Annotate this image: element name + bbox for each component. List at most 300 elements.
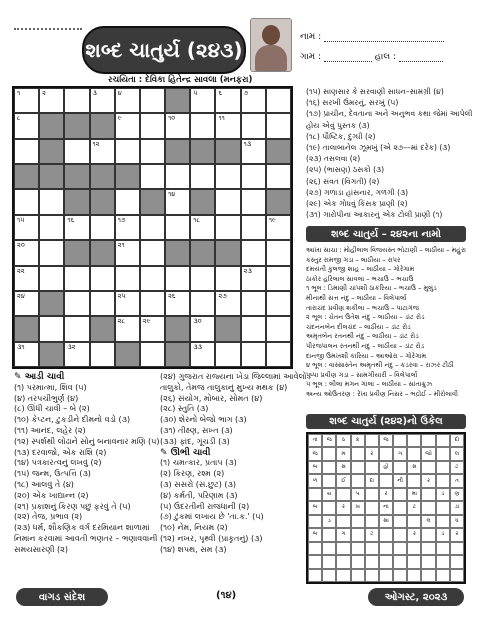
solution-cell	[365, 434, 379, 447]
grid-cell[interactable]	[64, 342, 89, 367]
grid-cell[interactable]	[115, 88, 140, 113]
clue-item: (૪) કર્મતી, પરિણામ (૩)	[160, 490, 238, 500]
solution-cell	[421, 461, 435, 474]
solution-cell	[379, 528, 393, 541]
solution-cell	[393, 528, 407, 541]
solution-cell	[322, 501, 336, 514]
grid-cell[interactable]	[140, 240, 165, 265]
grid-cell[interactable]	[215, 164, 240, 189]
grid-cell[interactable]	[90, 88, 115, 113]
cell-number: ૧૩	[243, 139, 252, 148]
grid-cell[interactable]	[39, 316, 64, 341]
solution-cell	[308, 542, 322, 555]
solution-cell: ળ	[308, 474, 322, 487]
solution-cell	[365, 569, 379, 582]
solution-cell	[351, 515, 365, 528]
grid-cell[interactable]	[90, 215, 115, 240]
grid-cell[interactable]	[140, 164, 165, 189]
solution-cell: ર	[379, 488, 393, 501]
solution-cell	[421, 434, 435, 447]
grid-cell[interactable]	[266, 164, 291, 189]
present-label: હાલ :	[374, 52, 397, 62]
solution-cell: ડા	[450, 501, 464, 514]
grid-cell[interactable]	[241, 189, 266, 214]
header-rule-left	[14, 28, 82, 30]
grid-cell[interactable]	[215, 342, 240, 367]
grid-cell[interactable]	[241, 113, 266, 138]
cell-number: ૨૭	[218, 291, 227, 300]
black-cell	[215, 316, 240, 341]
grid-cell[interactable]	[64, 139, 89, 164]
solution-cell: ત	[450, 474, 464, 487]
grid-cell[interactable]	[14, 240, 39, 265]
clue-item: (૧૨) સ્પર્શથી લોઢાને સોનું બનાવનાર મણિ (૫)	[14, 436, 160, 446]
grid-cell[interactable]	[14, 215, 39, 240]
cell-number: ૩૩	[193, 342, 202, 351]
solution-cell	[436, 447, 450, 460]
clue-item: (૧૦) નેમ, નિયમ (૨)	[160, 523, 228, 533]
solution-cell: ડ	[322, 515, 336, 528]
solution-grid	[306, 432, 466, 584]
solution-cell	[322, 474, 336, 487]
clue-item: (૧૮) આલવું તે (૪)	[14, 479, 74, 489]
grid-cell[interactable]	[14, 88, 39, 113]
cell-number: ૫	[193, 89, 198, 97]
solution-cell	[393, 542, 407, 555]
cell-number: ૨૨	[17, 266, 25, 275]
solution-cell	[379, 569, 393, 582]
solution-cell: ર	[336, 501, 350, 514]
solution-cell	[393, 488, 407, 501]
solution-cell	[322, 528, 336, 541]
grid-cell[interactable]	[64, 266, 89, 291]
grid-cell[interactable]	[90, 139, 115, 164]
clue-item: (૨૨) તેજ, પ્રભાવ (૨)	[14, 512, 83, 522]
solution-cell: લ	[421, 515, 435, 528]
grid-cell[interactable]	[64, 316, 89, 341]
grid-cell[interactable]	[190, 215, 215, 240]
clue-item: (૨૮) સ્તુતિ (૩)	[160, 404, 209, 414]
clue-item: (૨૦) એક ખાદ્યાન્ન (૨)	[14, 490, 89, 500]
solution-cell	[322, 542, 336, 555]
solution-cell	[436, 501, 450, 514]
cell-number: ૨૬	[168, 291, 176, 300]
grid-cell[interactable]	[266, 240, 291, 265]
solution-cell	[365, 488, 379, 501]
cell-number: ૨૪	[17, 291, 25, 300]
black-cell	[90, 240, 115, 265]
solution-cell	[450, 569, 464, 582]
grid-cell[interactable]	[140, 316, 165, 341]
solution-cell	[436, 569, 450, 582]
grid-cell[interactable]	[241, 164, 266, 189]
solution-cell: હો	[379, 461, 393, 474]
solution-cell	[322, 569, 336, 582]
black-cell	[215, 139, 240, 164]
grid-cell[interactable]	[115, 139, 140, 164]
grid-cell[interactable]	[165, 189, 190, 214]
cell-number: ૩૨	[67, 342, 76, 351]
solution-cell: મા	[407, 488, 421, 501]
cell-number: ૨૮	[117, 317, 126, 326]
clue-item: હોય એવું પુસ્તક (૩)	[306, 120, 370, 130]
village-field[interactable]	[300, 52, 443, 62]
crossword-grid	[12, 86, 293, 369]
winner-line: ૪ ભૂલ : વાસ્સાસ્તેન અમૃતથી નંદુ – કડરવા – રાઝર ટીઠી	[306, 361, 454, 370]
grid-cell[interactable]	[241, 316, 266, 341]
grid-cell[interactable]	[266, 215, 291, 240]
grid-cell[interactable]	[14, 266, 39, 291]
footer	[16, 588, 464, 608]
grid-cell[interactable]	[140, 215, 165, 240]
grid-cell[interactable]	[215, 291, 240, 316]
grid-cell[interactable]	[115, 316, 140, 341]
solution-cell	[436, 434, 450, 447]
grid-cell[interactable]	[140, 88, 165, 113]
grid-cell[interactable]	[115, 240, 140, 265]
winner-line: ૧ ભૂલ : ડિમાણી ચાંપશી ઠાકરિયા – ભચાઉ – મુલુંડ	[306, 284, 437, 293]
black-cell	[266, 189, 291, 214]
black-cell	[90, 164, 115, 189]
solution-cell	[393, 434, 407, 447]
cell-number: ૨૧	[117, 241, 125, 250]
grid-cell[interactable]	[39, 266, 64, 291]
grid-cell[interactable]	[190, 316, 215, 341]
grid-cell[interactable]	[90, 291, 115, 316]
cell-number: ૧૬	[67, 215, 75, 224]
grid-cell[interactable]	[165, 113, 190, 138]
grid-cell[interactable]	[215, 215, 240, 240]
cell-number: ૩૧	[17, 342, 25, 351]
solution-cell: ણ	[450, 488, 464, 501]
black-cell	[39, 113, 64, 138]
grid-cell[interactable]	[266, 316, 291, 341]
solution-cell	[393, 515, 407, 528]
solution-cell: સા	[379, 515, 393, 528]
solution-cell	[436, 555, 450, 568]
grid-cell[interactable]	[115, 291, 140, 316]
winner-line: અન્ય ઓઉતરણ : રેખા પ્રવીણ નિસર – ભદ્રોઈ – મીરોલાવી	[306, 389, 458, 398]
clue-item: (૮) ઊંધી ચાવી – બે (૨)	[14, 404, 90, 414]
clue-item: (૧૬) સરખી ઉંમરનું, સરખું (૫)	[306, 98, 399, 108]
solution-cell	[436, 542, 450, 555]
winner-line: આખા સાચા : મોહીલાલ વિજયસ્ત ભોટાણી – લાઠીયા – મહુંરા	[306, 246, 467, 254]
cell-number: ૨	[42, 89, 46, 97]
grid-cell[interactable]	[266, 266, 291, 291]
solution-cell	[407, 434, 421, 447]
grid-cell[interactable]	[215, 266, 240, 291]
grid-cell[interactable]	[90, 266, 115, 291]
cell-number: ૧	[17, 89, 21, 97]
black-cell	[266, 139, 291, 164]
clue-item: સમયસારણી (૨)	[14, 544, 69, 554]
solution-cell	[393, 555, 407, 568]
solution-cell	[308, 569, 322, 582]
clue-item: (૧૦) કેપ્ટન, ટુકડીને દીમનો વડો (૩)	[14, 415, 131, 425]
grid-cell[interactable]	[64, 88, 89, 113]
clue-item: (૨૭) ગળાડા હાંસનાર, ગળગી (૩)	[306, 187, 409, 197]
solution-cell	[407, 542, 421, 555]
down-heading: ✎ ઊભી ચાવી	[160, 447, 211, 458]
black-cell	[215, 240, 240, 265]
solution-cell: ખ	[351, 501, 365, 514]
grid-cell[interactable]	[241, 215, 266, 240]
name-field[interactable]	[300, 32, 444, 42]
grid-cell[interactable]	[215, 189, 240, 214]
grid-cell[interactable]	[266, 291, 291, 316]
cell-number: ૬	[218, 89, 223, 97]
winner-line: કસ્તુર રામજી ગડા – લાઠીયા – રાપર	[306, 255, 401, 264]
cell-number: ૧૧	[218, 114, 225, 123]
grid-cell[interactable]	[241, 139, 266, 164]
clue-item: (૧૯) તાલાબાનેલ ઝૂમખું (એ ૨૭––માં દરેક) (૩)	[306, 143, 451, 153]
clue-item: (૧૪) પત્રકારત્વનું લખવું (૨)	[14, 458, 102, 468]
cell-number: ૪	[117, 89, 122, 97]
grid-cell[interactable]	[266, 342, 291, 367]
grid-cell[interactable]	[165, 291, 190, 316]
solution-cell: ની	[393, 474, 407, 487]
grid-cell[interactable]	[115, 113, 140, 138]
grid-cell[interactable]	[14, 113, 39, 138]
clue-item: (૨૩) તસલવા (૨)	[306, 154, 361, 164]
puzzle-title: શબ્દ ચાતુર્ય (૨૪૩)	[82, 26, 246, 74]
clue-item: (૨૩) ધર્મ, શૌકણિક વર્ગ દરમિયાન શાળામાં	[14, 523, 150, 533]
grid-cell[interactable]	[140, 266, 165, 291]
grid-cell[interactable]	[115, 266, 140, 291]
black-cell	[64, 113, 89, 138]
grid-cell[interactable]	[165, 164, 190, 189]
clue-item: નિમાન કરવામાં આવતી ભણતર – ભણાવવાની	[14, 533, 158, 543]
grid-cell[interactable]	[190, 342, 215, 367]
cell-number: ૩	[92, 89, 97, 97]
solution-cell	[407, 447, 421, 460]
black-cell	[90, 189, 115, 214]
solution-cell: ઈ	[336, 474, 350, 487]
cell-number: ૨૦	[17, 241, 25, 250]
solution-cell	[450, 555, 464, 568]
solution-cell	[421, 555, 435, 568]
solution-cell: સ	[407, 461, 421, 474]
grid-cell[interactable]	[39, 189, 64, 214]
solution-cell	[436, 461, 450, 474]
solution-cell	[308, 488, 322, 501]
clue-item: (૧૧) આનંદ, લહેર (૨)	[14, 425, 86, 435]
solution-cell: ગ	[336, 528, 350, 541]
solution-cell	[322, 555, 336, 568]
black-cell	[165, 316, 190, 341]
clue-item: (૧૮) પૌષ્ટિક, દુગ્ધી (૨)	[306, 131, 376, 141]
grid-cell[interactable]	[14, 342, 39, 367]
winner-line: પીરજપાલન રતનથી નંદુ – લાઠીયા – ડાંટ રોડ	[306, 341, 425, 350]
solution-cell: બ	[308, 461, 322, 474]
clue-item: (૪) તરપચીભુર્ણ (૪)	[14, 393, 79, 403]
grid-cell[interactable]	[190, 164, 215, 189]
solution-cell	[365, 515, 379, 528]
solution-cell: ઠ	[336, 434, 350, 447]
solution-cell	[351, 542, 365, 555]
grid-cell[interactable]	[241, 240, 266, 265]
clue-item: (૧) ચમત્કાર, પ્રતાપ (૩)	[160, 458, 237, 468]
grid-cell[interactable]	[266, 88, 291, 113]
author-photo	[250, 18, 292, 72]
solution-cell: ર	[421, 474, 435, 487]
solution-cell	[393, 569, 407, 582]
grid-cell[interactable]	[140, 291, 165, 316]
clue-item: (૨) કિરણ, રશ્મ (૨)	[160, 469, 225, 479]
black-cell	[165, 88, 190, 113]
clue-item: (૩૧) તીક્ષ્ણ, સખ્ત (૩)	[160, 425, 233, 435]
cell-number: ૧૭	[117, 215, 126, 224]
solution-cell	[365, 555, 379, 568]
clue-item: (૩૦) શેરનો બેજો ભાગ (૩)	[160, 415, 247, 425]
grid-cell[interactable]	[165, 266, 190, 291]
solution-cell	[351, 474, 365, 487]
black-cell	[39, 342, 64, 367]
village-label: ગામ :	[300, 52, 322, 62]
solution-cell	[308, 555, 322, 568]
solution-cell	[336, 515, 350, 528]
solution-cell: ટ	[365, 528, 379, 541]
solution-cell	[379, 474, 393, 487]
grid-cell[interactable]	[266, 113, 291, 138]
clue-item: તાલુકો, તેમજ તાલુકાનું મુખ્ય મથક (૪)	[160, 382, 288, 392]
grid-cell[interactable]	[115, 189, 140, 214]
solution-cell: ડ	[436, 488, 450, 501]
grid-cell[interactable]	[39, 240, 64, 265]
grid-cell[interactable]	[140, 139, 165, 164]
grid-cell[interactable]	[14, 291, 39, 316]
grid-cell[interactable]	[64, 291, 89, 316]
cell-number: ૭	[243, 89, 249, 97]
name-label: નામ :	[300, 32, 322, 42]
solution-cell	[351, 528, 365, 541]
grid-cell[interactable]	[241, 291, 266, 316]
solution-cell: ક	[351, 434, 365, 447]
solution-cell	[421, 488, 435, 501]
page-number: (૧૪)	[216, 590, 237, 601]
grid-cell[interactable]	[190, 88, 215, 113]
clue-item: (૩) સસરો (સં.છુટ) (૩)	[160, 479, 236, 489]
across-clues	[14, 372, 164, 556]
black-cell	[14, 164, 39, 189]
black-cell	[64, 189, 89, 214]
grid-cell[interactable]	[190, 113, 215, 138]
cell-number: ૩૦	[193, 317, 202, 326]
grid-cell[interactable]	[241, 342, 266, 367]
grid-cell[interactable]	[90, 342, 115, 367]
grid-cell[interactable]	[215, 88, 240, 113]
solution-cell	[351, 447, 365, 460]
cell-number: ૮	[17, 114, 21, 123]
solution-cell: લ	[450, 447, 464, 460]
solution-cell	[421, 528, 435, 541]
winner-line: મીનાથી સત્ત નંદુ – લાઠીયા – વિલેપાર્લા	[306, 293, 407, 302]
solution-cell	[336, 555, 350, 568]
cell-number: ૧૮	[193, 215, 201, 224]
black-cell	[140, 189, 165, 214]
black-cell	[190, 139, 215, 164]
solution-band: શબ્દ ચાતુર્ય (૨૪૨)નો ઉકેલ	[306, 414, 466, 429]
clue-item: (૨૯) એક ગોધવું કિંસક પ્રાણી (૨)	[306, 199, 408, 209]
black-cell	[115, 342, 140, 367]
solution-cell	[436, 515, 450, 528]
solution-cell: જો	[421, 447, 435, 460]
cell-number: ૧૪	[168, 190, 176, 199]
solution-cell	[308, 515, 322, 528]
solution-cell	[351, 461, 365, 474]
black-cell	[165, 342, 190, 367]
winners-list	[306, 246, 471, 400]
grid-cell[interactable]	[140, 113, 165, 138]
black-cell	[39, 139, 64, 164]
grid-cell[interactable]	[39, 215, 64, 240]
clue-item: (૧૭) પ્રાચીન, દેવતાના અને અનુભવ કથા જેમાં આપેલી	[306, 109, 473, 119]
grid-cell[interactable]	[14, 189, 39, 214]
solution-cell	[393, 461, 407, 474]
grid-cell[interactable]	[140, 342, 165, 367]
solution-cell	[351, 555, 365, 568]
solution-cell	[393, 501, 407, 514]
clue-item: (૫) ઉંદરતીની રાજધાની (૨)	[160, 501, 250, 511]
grid-cell[interactable]	[190, 266, 215, 291]
winner-line: દમયંતી કુલજી શાહ – લાઠીયા – ગોરેગામ	[306, 265, 415, 274]
clue-item: (૨૫) (ભાસણ) ઠસકો (૩)	[306, 165, 385, 175]
cell-number: ૧૨	[92, 139, 100, 148]
solution-cell: ર	[407, 528, 421, 541]
grid-cell[interactable]	[39, 88, 64, 113]
winner-line: ચંદનનબેન દીલચંદ – લાઠીયા – ડાંટ રોડ	[306, 322, 411, 331]
solution-cell: ધ	[450, 515, 464, 528]
black-cell	[115, 164, 140, 189]
grid-cell[interactable]	[190, 291, 215, 316]
solution-cell: બ	[308, 528, 322, 541]
solution-cell	[450, 542, 464, 555]
clue-item: (૩૧) ગારોપીના આકારનું એક ટોલી પ્રાણી (૧)	[306, 210, 443, 220]
clue-item: (૨૪) ગુજરાત રાજ્યના ખેડા જિલ્લામાં આવેલો	[160, 372, 307, 381]
winner-line: ૨ ભૂલ : ચેતન ઉતેશ નંદુ – લાઠીયા – ડાંટ રોડ	[306, 313, 425, 322]
grid-cell[interactable]	[115, 215, 140, 240]
solution-cell: મ	[336, 447, 350, 460]
grid-cell[interactable]	[241, 266, 266, 291]
black-cell	[90, 316, 115, 341]
solution-cell	[365, 542, 379, 555]
solution-cell	[436, 474, 450, 487]
grid-cell[interactable]	[14, 139, 39, 164]
byline: રચયિતા : દેવિકા હિતેન્દ્ર સાવલા (મનફરા)	[108, 75, 253, 85]
clue-item: (૧૩) દરવાજો, એક રાશિ (૨)	[14, 447, 107, 457]
solution-cell: ડ	[436, 528, 450, 541]
grid-cell[interactable]	[64, 215, 89, 240]
mid-clues	[160, 372, 307, 556]
solution-cell	[336, 542, 350, 555]
winner-line: ઠાકોર હરિલાલ સાવલા – ભચાઉ – ભચાઉ	[306, 274, 414, 283]
grid-cell[interactable]	[165, 215, 190, 240]
solution-cell	[379, 542, 393, 555]
winner-line: પુષ્પા પ્રવીણ ગડા – સામગીયારી – વિલેપાર્લા	[306, 370, 418, 379]
grid-cell[interactable]	[215, 113, 240, 138]
solution-cell	[322, 447, 336, 460]
footer-date: ઓગસ્ટ, ૨૦૨૩	[368, 588, 464, 606]
solution-cell	[421, 501, 435, 514]
solution-cell	[322, 461, 336, 474]
black-cell	[90, 113, 115, 138]
names-band: શબ્દ ચાતુર્ય – ૨૪૨ના નામો	[306, 226, 466, 242]
cell-number: ૯	[117, 114, 122, 123]
black-cell	[39, 164, 64, 189]
cell-number: ૧૯	[268, 215, 276, 224]
footer-magazine: વાગડ સંદેશ	[16, 588, 108, 606]
grid-cell[interactable]	[241, 88, 266, 113]
